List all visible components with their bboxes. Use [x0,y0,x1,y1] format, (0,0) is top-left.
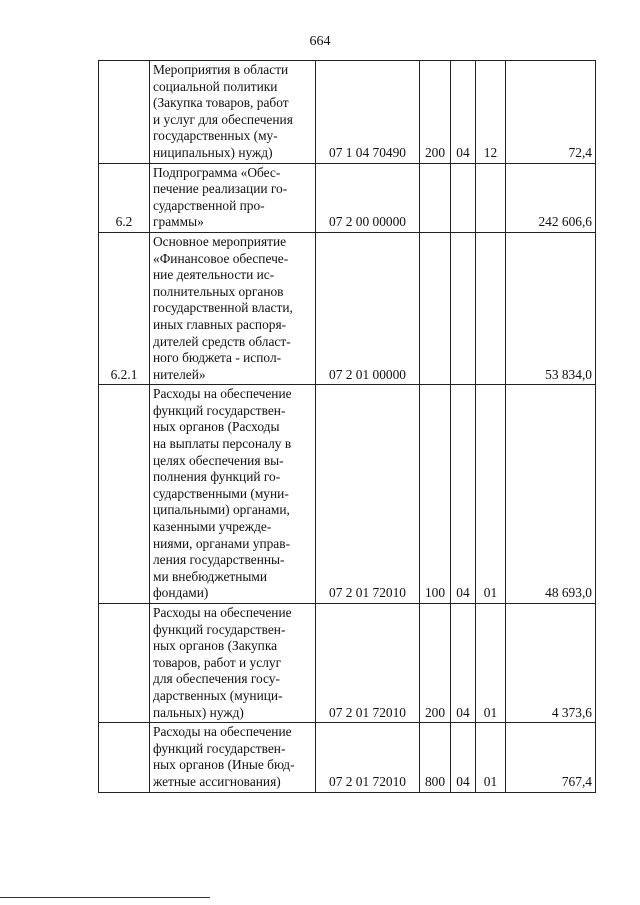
name-line: Расходы на обеспечение [153,724,292,740]
row-rz: 04 [451,61,476,164]
row-pr: 01 [476,723,506,792]
name-line: Основное мероприятие [153,233,287,249]
row-number: 6.2.1 [99,232,150,384]
row-name [150,723,316,792]
row-rz [451,232,476,384]
row-number [99,385,150,604]
table-row [99,163,596,232]
name-line: и услуг для обеспечения [153,111,293,127]
name-line: сударственными (муни- [153,485,289,501]
footnote-separator-line [0,897,210,898]
name-line: государственных (му- [153,128,278,144]
row-rz: 04 [451,723,476,792]
name-line: иных главных распоря- [153,316,287,332]
name-line: ниями, органами управ- [153,535,291,551]
name-line: дарственных (муници- [153,687,283,703]
name-line: Расходы на обеспечение [153,605,292,620]
row-pr [476,163,506,232]
row-name [150,385,316,604]
name-line: (Закупка товаров, работ [153,95,289,111]
row-rz: 04 [451,604,476,723]
row-code: 07 2 00 00000 [316,163,420,232]
table-row [99,604,596,723]
name-line: нителей» [153,366,206,382]
budget-table [98,60,596,793]
name-line: сударственной про- [153,197,265,213]
table-row [99,385,596,604]
row-sum: 48 693,0 [506,385,596,604]
name-line: ных органов (Иные бюд- [153,757,295,773]
name-line: ние деятельности ис- [153,267,275,283]
row-name [150,604,316,723]
name-line: полнения функций го- [153,469,281,485]
row-number: 6.2 [99,163,150,232]
name-line: социальной политики [153,78,278,94]
row-sum: 53 834,0 [506,232,596,384]
row-code: 07 2 01 72010 [316,385,420,604]
row-pr [476,232,506,384]
name-line: жетные ассигнования) [153,773,281,789]
row-name [150,163,316,232]
name-line: на выплаты персоналу в [153,436,292,452]
name-line: ных органов (Расходы [153,419,280,435]
name-line: казенными учрежде- [153,519,272,535]
name-line: Подпрограмма «Обес- [153,164,281,180]
page-number: 664 [309,34,331,49]
row-vr: 200 [420,61,451,164]
name-line: ми внебюджетными [153,568,268,584]
row-name [150,232,316,384]
table-body [99,61,596,793]
row-pr: 12 [476,61,506,164]
name-line: функций государствен- [153,740,286,756]
row-vr: 200 [420,604,451,723]
name-line: для обеспечения госу- [153,671,280,687]
row-number [99,604,150,723]
name-line: функций государствен- [153,402,286,418]
table-row [99,723,596,792]
row-number [99,61,150,164]
row-number [99,723,150,792]
row-pr: 01 [476,385,506,604]
name-line: полнительных органов [153,283,284,299]
name-line: пальных) нужд) [153,704,244,720]
table-row [99,232,596,384]
name-line: граммы» [153,214,204,230]
name-line: целях обеспечения вы- [153,452,284,468]
name-line: ления государственны- [153,552,285,568]
row-vr: 800 [420,723,451,792]
row-sum: 767,4 [506,723,596,792]
row-vr [420,163,451,232]
name-line: ниципальных) нужд) [153,144,273,160]
row-code: 07 2 01 00000 [316,232,420,384]
name-line: ципальными) органами, [153,502,290,518]
table-row [99,61,596,164]
row-rz: 04 [451,385,476,604]
row-sum: 4 373,6 [506,604,596,723]
name-line: дителей средств област- [153,333,291,349]
row-rz [451,163,476,232]
row-vr [420,232,451,384]
row-name [150,61,316,164]
row-code: 07 1 04 70490 [316,61,420,164]
row-vr: 100 [420,385,451,604]
name-line: ных органов (Закупка [153,638,278,654]
name-line: «Финансовое обеспече- [153,250,289,266]
row-code: 07 2 01 72010 [316,723,420,792]
row-pr: 01 [476,604,506,723]
name-line: функций государствен- [153,621,286,637]
row-sum: 72,4 [506,61,596,164]
row-code: 07 2 01 72010 [316,604,420,723]
name-line: ного бюджета - испол- [153,350,282,366]
name-line: печение реализации го- [153,181,288,197]
name-line: фондами) [153,585,209,601]
name-line: государственной власти, [153,300,293,316]
row-sum: 242 606,6 [506,163,596,232]
name-line: Расходы на обеспечение [153,386,292,402]
name-line: товаров, работ и услуг [153,654,282,670]
name-line: Мероприятия в области [153,62,289,77]
